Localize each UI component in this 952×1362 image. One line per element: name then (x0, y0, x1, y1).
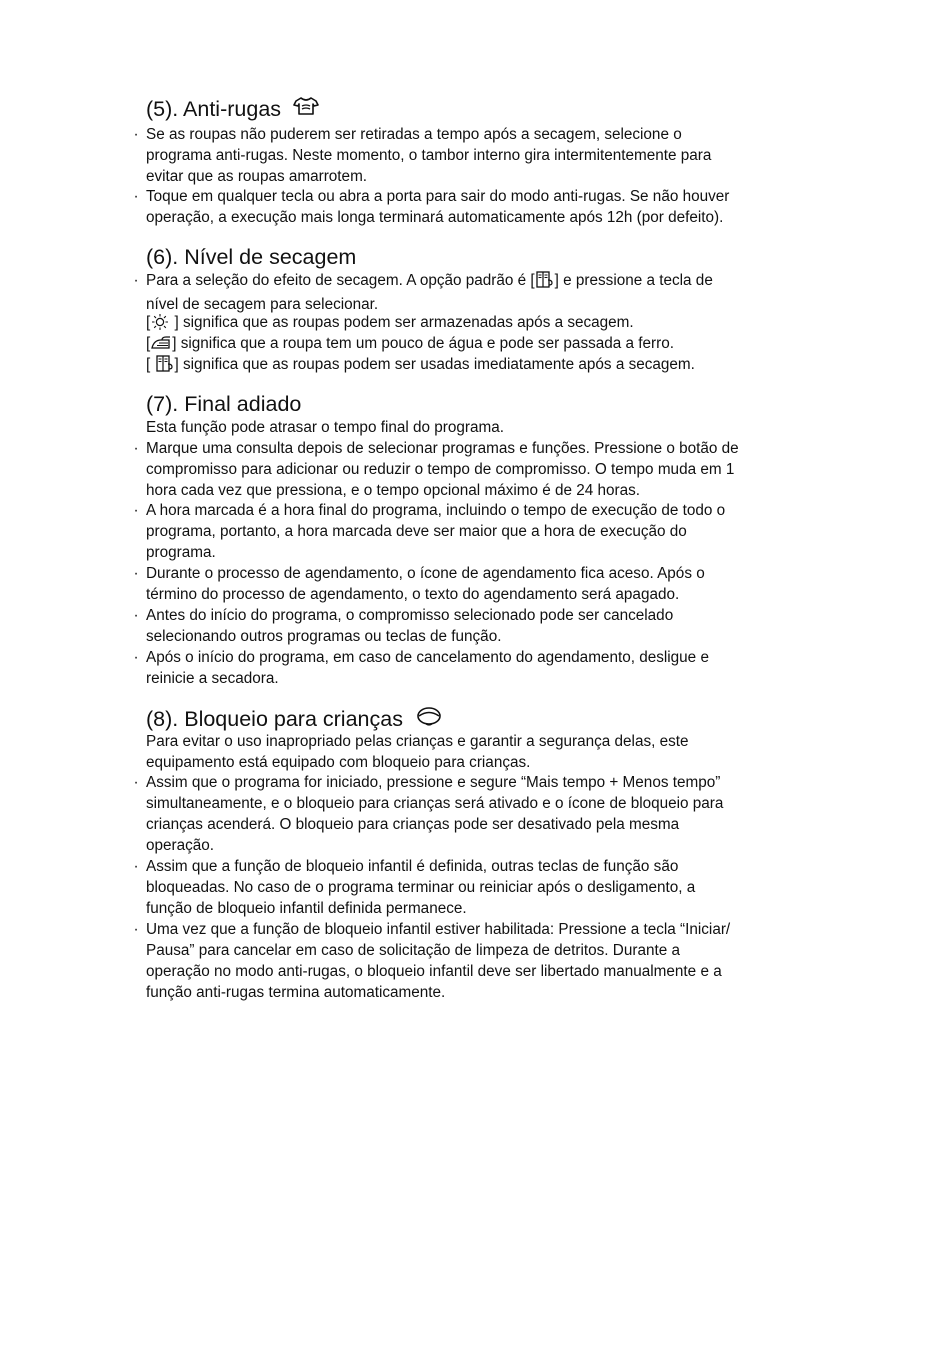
text-line: simultaneamente, e o bloqueio para crianças será ativado e o ícone de bloqueio para (146, 794, 724, 812)
heading-text: (6). Nível de secagem (146, 245, 357, 269)
text-line: compromisso para adicionar ou reduzir o tempo de compromisso. O tempo muda em 1 (146, 460, 735, 478)
bullet: · (133, 921, 139, 938)
text-line: equipamento está equipado com bloqueio para crianças. (146, 753, 531, 771)
level-text: significa que as roupas podem ser usadas imediatamente após a secagem. (183, 356, 695, 373)
text-line: Marque uma consulta depois de selecionar programas e funções. Pressione o botão de (146, 440, 739, 457)
text-line: Para evitar o uso inapropriado pelas crianças e garantir a segurança delas, este (146, 733, 689, 750)
list-item (133, 271, 826, 316)
text-line: Após o início do programa, em caso de cancelamento do agendamento, desligue e (146, 649, 709, 666)
text-line: operação no modo anti-rugas, o bloqueio infantil deve ser libertado manualmente e a (146, 962, 722, 980)
text-line: Assim que o programa for iniciado, pressione e segure “Mais tempo + Menos tempo” (146, 774, 721, 791)
drying-level-wardrobe (146, 355, 826, 379)
heading-text: (8). Bloqueio para crianças (146, 707, 403, 731)
list-item (133, 857, 826, 920)
bracket: [ (146, 335, 151, 352)
list-item (133, 125, 826, 188)
text-line: Uma vez que a função de bloqueio infantil estiver habilitada: Pressione a tecla “Iniciar/ (146, 921, 731, 938)
list-item (133, 920, 826, 1004)
list-item (133, 501, 826, 564)
text-line: Durante o processo de agendamento, o ícone de agendamento fica aceso. Após o (146, 565, 705, 582)
text-line: operação. (146, 836, 215, 854)
text-line: função de bloqueio infantil definida permanece. (146, 899, 467, 917)
text-line: nível de secagem para selecionar. (146, 295, 379, 313)
intro-paragraph (146, 732, 826, 774)
text-line: programa. (146, 543, 216, 561)
text-line: programa, portanto, a hora marcada deve ser maior que a hora de execução do (146, 522, 687, 540)
heading-text: (7). Final adiado (146, 392, 302, 416)
bullet: · (133, 502, 139, 519)
shirt-icon (293, 96, 319, 122)
bullet: · (133, 188, 139, 205)
text-line: Toque em qualquer tecla ou abra a porta para sair do modo anti-rugas. Se não houver (146, 188, 730, 205)
text-line: evitar que as roupas amarrotem. (146, 167, 368, 185)
section-heading (146, 244, 356, 270)
bullet: · (133, 440, 139, 457)
text-line (146, 271, 826, 295)
text-line: A hora marcada é a hora final do programa, incluindo o tempo de execução de todo o (146, 502, 726, 519)
list-item (133, 564, 826, 606)
list-item (133, 648, 826, 690)
bracket: ] (174, 356, 179, 373)
list-item (133, 439, 826, 502)
section-heading (146, 705, 443, 733)
section-heading (146, 391, 301, 417)
bullet: · (133, 774, 139, 791)
text-segment: ] e pressione a tecla de (554, 272, 713, 289)
text-line: Assim que a função de bloqueio infantil é definida, outras teclas de função são (146, 858, 679, 875)
level-text: significa que as roupas podem ser armazenadas após a secagem. (183, 314, 634, 331)
list-item (133, 187, 826, 229)
text-line: Se as roupas não puderem ser retiradas a tempo após a secagem, selecione o (146, 126, 682, 143)
list-item (133, 606, 826, 648)
text-line: Antes do início do programa, o compromisso selecionado pode ser cancelado (146, 607, 674, 624)
bullet: · (133, 649, 139, 666)
child-lock-icon (415, 705, 443, 733)
level-text: significa que a roupa tem um pouco de água e pode ser passada a ferro. (180, 335, 674, 352)
wardrobe-icon (155, 355, 175, 379)
text-line: programa anti-rugas. Neste momento, o tambor interno gira intermitentemente para (146, 146, 712, 164)
text-line: Esta função pode atrasar o tempo final do programa. (146, 419, 504, 436)
wardrobe-icon (535, 271, 555, 295)
bullet: · (133, 858, 139, 875)
heading-text: (5). Anti-rugas (146, 97, 282, 121)
text-line: bloqueadas. No caso de o programa terminar ou reiniciar após o desligamento, a (146, 878, 696, 896)
bracket: [ (146, 356, 151, 373)
bullet: · (133, 565, 139, 582)
text-line: crianças acenderá. O bloqueio para crianças pode ser desativado pela mesma (146, 815, 680, 833)
intro-paragraph (146, 418, 826, 439)
bullet: · (133, 126, 139, 143)
bracket: [ (146, 314, 151, 331)
text-line: hora cada vez que pressiona, e o tempo opcional máximo é de 24 horas. (146, 481, 641, 499)
text-line: término do processo de agendamento, o texto do agendamento será apagado. (146, 585, 680, 603)
bracket: ] (174, 314, 179, 331)
section-heading (146, 96, 319, 122)
text-line: função anti-rugas termina automaticamente. (146, 983, 446, 1001)
bracket: ] (172, 335, 177, 352)
text-segment: Para a seleção do efeito de secagem. A opção padrão é [ (146, 272, 535, 289)
text-line: selecionando outros programas ou teclas de função. (146, 627, 502, 645)
list-item (133, 773, 826, 857)
bullet: · (133, 607, 139, 624)
text-line: operação, a execução mais longa terminará automaticamente após 12h (por defeito). (146, 208, 724, 226)
text-line: reinicie a secadora. (146, 669, 279, 687)
text-line: Pausa” para cancelar em caso de solicitação de limpeza de detritos. Durante a (146, 941, 680, 959)
bullet: · (133, 272, 139, 289)
